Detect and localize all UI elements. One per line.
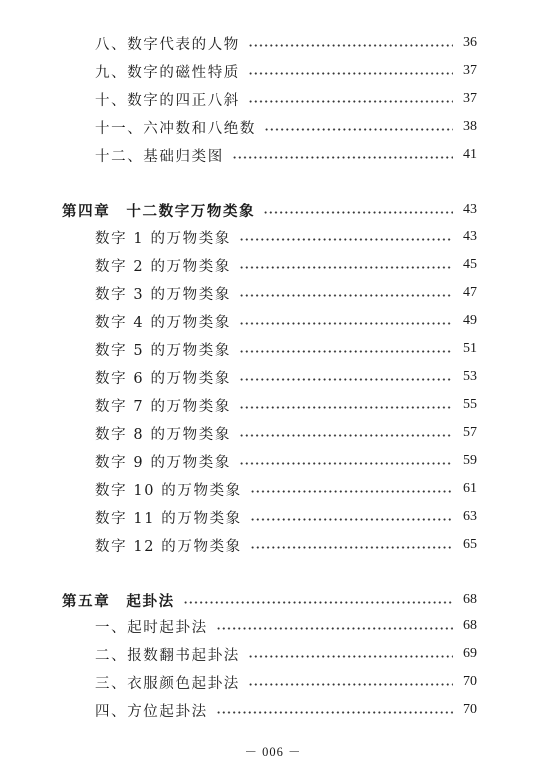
toc-entry-page: 43 [463, 229, 477, 244]
toc-entry[interactable] [95, 393, 477, 417]
dot-leader [250, 518, 453, 521]
toc-entry-title: 数字 2 的万物类象 [95, 258, 231, 275]
toc-entry-page: 61 [463, 481, 477, 496]
toc-entry-title: 数字 11 的万物类象 [95, 510, 242, 527]
dot-leader [248, 655, 453, 658]
toc-entry[interactable] [95, 59, 477, 83]
toc-entry-page: 38 [463, 119, 477, 134]
toc-entry-title: 数字 5 的万物类象 [95, 342, 231, 359]
toc-entry-page: 49 [463, 313, 477, 328]
toc-entry-title: 数字 1 的万物类象 [95, 230, 231, 247]
dot-leader [232, 156, 453, 159]
toc-entry-title: 一、起时起卦法 [95, 619, 208, 636]
toc-entry-title: 八、数字代表的人物 [95, 36, 240, 53]
toc-entry-title: 数字 10 的万物类象 [95, 482, 242, 499]
dot-leader [239, 266, 453, 269]
toc-entry[interactable] [95, 670, 477, 694]
toc-entry-title: 十一、六冲数和八绝数 [95, 120, 256, 137]
toc-entry[interactable] [95, 225, 477, 249]
toc-entry-title: 二、报数翻书起卦法 [95, 647, 240, 664]
toc-entry-page: 70 [463, 674, 477, 689]
dot-leader [250, 490, 453, 493]
chapter-heading[interactable] [62, 198, 477, 222]
toc-entry-title: 数字 6 的万物类象 [95, 370, 231, 387]
toc-entry[interactable] [95, 253, 477, 277]
toc-entry-title: 十、数字的四正八斜 [95, 92, 240, 109]
toc-entry[interactable] [95, 281, 477, 305]
dot-leader [239, 294, 453, 297]
toc-entry[interactable] [95, 698, 477, 722]
toc-entry[interactable] [95, 642, 477, 666]
toc-entry[interactable] [95, 614, 477, 638]
chapter-title: 第四章 十二数字万物类象 [62, 202, 256, 220]
chapter-title: 第五章 起卦法 [62, 592, 175, 610]
toc-entry[interactable] [95, 337, 477, 361]
toc-entry-page: 68 [463, 618, 477, 633]
toc-entry-title: 数字 7 的万物类象 [95, 398, 231, 415]
toc-entry-title: 四、方位起卦法 [95, 703, 208, 720]
dot-leader [239, 378, 453, 381]
toc-entry-page: 57 [463, 425, 477, 440]
toc-entry-page: 51 [463, 341, 477, 356]
toc-entry[interactable] [95, 449, 477, 473]
toc-entry-page: 45 [463, 257, 477, 272]
toc-entry[interactable] [95, 421, 477, 445]
toc-entry-page: 47 [463, 285, 477, 300]
toc-entry[interactable] [95, 87, 477, 111]
toc-entry[interactable] [95, 115, 477, 139]
page-number: － 006 － [244, 745, 302, 759]
toc-entry-title: 数字 8 的万物类象 [95, 426, 231, 443]
toc-entry[interactable] [95, 505, 477, 529]
toc-entry-title: 数字 9 的万物类象 [95, 454, 231, 471]
toc-entry-page: 70 [463, 702, 477, 717]
toc-entry-page: 53 [463, 369, 477, 384]
dot-leader [248, 100, 453, 103]
toc-entry[interactable] [95, 143, 477, 167]
toc-entry-page: 59 [463, 453, 477, 468]
dot-leader [216, 627, 453, 630]
toc-entry-page: 55 [463, 397, 477, 412]
dot-leader [250, 546, 453, 549]
chapter-heading[interactable] [62, 588, 477, 612]
dot-leader [239, 406, 453, 409]
toc-entry[interactable] [95, 31, 477, 55]
toc-entry-title: 数字 4 的万物类象 [95, 314, 231, 331]
chapter-page: 43 [463, 202, 477, 217]
toc-entry-title: 九、数字的磁性特质 [95, 64, 240, 81]
chapter-page: 68 [463, 592, 477, 607]
toc-entry[interactable] [95, 533, 477, 557]
dot-leader [239, 350, 453, 353]
toc-entry-page: 37 [463, 63, 477, 78]
toc-entry-page: 69 [463, 646, 477, 661]
toc-entry[interactable] [95, 365, 477, 389]
dot-leader [183, 601, 453, 604]
toc-entry[interactable] [95, 477, 477, 501]
toc-entry[interactable] [95, 309, 477, 333]
dot-leader [248, 44, 453, 47]
toc-entry-page: 63 [463, 509, 477, 524]
dot-leader [263, 211, 453, 214]
dot-leader [239, 322, 453, 325]
toc-entry-page: 41 [463, 147, 477, 162]
dot-leader [264, 128, 453, 131]
dot-leader [239, 434, 453, 437]
toc-entry-page: 36 [463, 35, 477, 50]
toc-entry-title: 十二、基础归类图 [95, 148, 224, 165]
toc-entry-page: 65 [463, 537, 477, 552]
dot-leader [239, 238, 453, 241]
dot-leader [248, 72, 453, 75]
dot-leader [248, 683, 453, 686]
toc-entry-page: 37 [463, 91, 477, 106]
dot-leader [216, 711, 453, 714]
toc-entry-title: 三、衣服颜色起卦法 [95, 675, 240, 692]
dot-leader [239, 462, 453, 465]
toc-entry-title: 数字 12 的万物类象 [95, 538, 242, 555]
toc-entry-title: 数字 3 的万物类象 [95, 286, 231, 303]
